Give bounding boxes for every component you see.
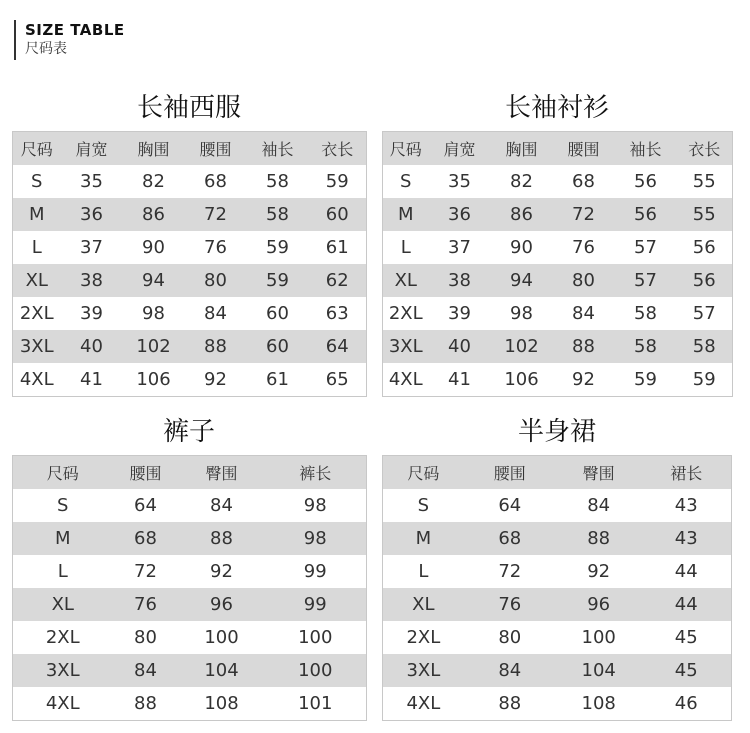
column-header: 尺码	[383, 132, 429, 166]
size-label-cell: S	[13, 165, 61, 198]
measurement-cell: 64	[113, 489, 179, 522]
size-label-cell: 2XL	[383, 621, 464, 654]
column-header: 衣长	[677, 132, 733, 166]
measurement-cell: 37	[61, 231, 123, 264]
measurement-cell: 39	[429, 297, 491, 330]
measurement-cell: 39	[61, 297, 123, 330]
measurement-cell: 72	[113, 555, 179, 588]
measurement-cell: 76	[113, 588, 179, 621]
size-label-cell: XL	[13, 588, 113, 621]
table-row	[13, 621, 367, 654]
measurement-cell: 88	[553, 330, 615, 363]
measurement-cell: 80	[113, 621, 179, 654]
measurement-cell: 84	[464, 654, 556, 687]
measurement-cell: 100	[179, 621, 265, 654]
size-label-cell: M	[383, 198, 429, 231]
measurement-cell: 64	[309, 330, 367, 363]
measurement-cell: 76	[464, 588, 556, 621]
size-label-cell: 2XL	[383, 297, 429, 330]
measurement-cell: 106	[491, 363, 553, 397]
measurement-cell: 65	[309, 363, 367, 397]
table-title-shirt: 长袖衬衫	[504, 93, 609, 123]
measurement-cell: 72	[553, 198, 615, 231]
table-header-row	[383, 132, 733, 166]
measurement-cell: 94	[491, 264, 553, 297]
column-header: 肩宽	[61, 132, 123, 166]
table-header-row	[383, 456, 732, 490]
measurement-cell: 68	[553, 165, 615, 198]
measurement-cell: 84	[185, 297, 247, 330]
measurement-cell: 108	[556, 687, 642, 721]
measurement-cell: 101	[265, 687, 367, 721]
measurement-cell: 108	[179, 687, 265, 721]
measurement-cell: 40	[61, 330, 123, 363]
size-table-header	[14, 20, 125, 60]
measurement-cell: 94	[123, 264, 185, 297]
column-header: 袖长	[247, 132, 309, 166]
measurement-cell: 102	[123, 330, 185, 363]
measurement-cell: 44	[641, 555, 731, 588]
measurement-cell: 96	[556, 588, 642, 621]
measurement-cell: 55	[677, 165, 733, 198]
table-title-skirt: 半身裙	[517, 417, 596, 447]
measurement-cell: 88	[113, 687, 179, 721]
size-table-suit	[12, 131, 367, 397]
measurement-cell: 58	[677, 330, 733, 363]
size-label-cell: L	[383, 231, 429, 264]
size-label-cell: XL	[383, 588, 464, 621]
measurement-cell: 38	[429, 264, 491, 297]
table-row	[13, 588, 367, 621]
table-row	[13, 363, 367, 397]
size-label-cell: S	[383, 489, 464, 522]
column-header: 胸围	[123, 132, 185, 166]
measurement-cell: 60	[309, 198, 367, 231]
size-label-cell: S	[383, 165, 429, 198]
measurement-cell: 72	[185, 198, 247, 231]
table-row	[383, 654, 732, 687]
measurement-cell: 99	[265, 555, 367, 588]
measurement-cell: 98	[265, 522, 367, 555]
measurement-cell: 38	[61, 264, 123, 297]
column-header: 尺码	[13, 456, 113, 490]
measurement-cell: 106	[123, 363, 185, 397]
measurement-cell: 80	[185, 264, 247, 297]
column-header: 裙长	[641, 456, 731, 490]
measurement-cell: 58	[615, 330, 677, 363]
column-header: 腰围	[113, 456, 179, 490]
measurement-cell: 88	[556, 522, 642, 555]
measurement-cell: 98	[123, 297, 185, 330]
measurement-cell: 92	[553, 363, 615, 397]
measurement-cell: 68	[185, 165, 247, 198]
measurement-cell: 44	[641, 588, 731, 621]
measurement-cell: 84	[556, 489, 642, 522]
measurement-cell: 68	[464, 522, 556, 555]
measurement-cell: 41	[61, 363, 123, 397]
measurement-cell: 57	[615, 231, 677, 264]
size-label-cell: M	[13, 522, 113, 555]
measurement-cell: 80	[464, 621, 556, 654]
measurement-cell: 102	[491, 330, 553, 363]
measurement-cell: 55	[677, 198, 733, 231]
table-row	[383, 621, 732, 654]
measurement-cell: 43	[641, 522, 731, 555]
measurement-cell: 99	[265, 588, 367, 621]
table-row	[13, 330, 367, 363]
measurement-cell: 98	[491, 297, 553, 330]
measurement-cell: 61	[247, 363, 309, 397]
table-row	[13, 687, 367, 721]
measurement-cell: 100	[265, 621, 367, 654]
measurement-cell: 35	[429, 165, 491, 198]
measurement-cell: 80	[553, 264, 615, 297]
size-label-cell: L	[383, 555, 464, 588]
table-title-pants: 裤子	[162, 417, 215, 447]
measurement-cell: 86	[123, 198, 185, 231]
size-label-cell: 3XL	[13, 330, 61, 363]
measurement-cell: 92	[179, 555, 265, 588]
measurement-cell: 57	[615, 264, 677, 297]
column-header: 裤长	[265, 456, 367, 490]
measurement-cell: 59	[247, 264, 309, 297]
column-header: 臀围	[179, 456, 265, 490]
measurement-cell: 45	[641, 654, 731, 687]
size-label-cell: 3XL	[13, 654, 113, 687]
table-row	[13, 165, 367, 198]
measurement-cell: 36	[429, 198, 491, 231]
size-label-cell: 3XL	[383, 330, 429, 363]
size-label-cell: XL	[383, 264, 429, 297]
column-header: 腰围	[464, 456, 556, 490]
table-row	[383, 297, 733, 330]
table-row	[383, 363, 733, 397]
size-table-skirt	[382, 455, 732, 721]
table-header-row	[13, 456, 367, 490]
measurement-cell: 36	[61, 198, 123, 231]
size-table-shirt	[382, 131, 733, 397]
table-row	[383, 165, 733, 198]
measurement-cell: 57	[677, 297, 733, 330]
column-header: 尺码	[13, 132, 61, 166]
measurement-cell: 82	[123, 165, 185, 198]
size-label-cell: 4XL	[13, 687, 113, 721]
measurement-cell: 72	[464, 555, 556, 588]
size-label-cell: S	[13, 489, 113, 522]
measurement-cell: 40	[429, 330, 491, 363]
measurement-cell: 61	[309, 231, 367, 264]
measurement-cell: 41	[429, 363, 491, 397]
table-row	[13, 522, 367, 555]
header-title-cn: 尺码表	[25, 41, 67, 57]
measurement-cell: 84	[553, 297, 615, 330]
measurement-cell: 46	[641, 687, 731, 721]
measurement-cell: 104	[556, 654, 642, 687]
measurement-cell: 58	[247, 165, 309, 198]
measurement-cell: 43	[641, 489, 731, 522]
table-header-row	[13, 132, 367, 166]
measurement-cell: 59	[247, 231, 309, 264]
size-label-cell: L	[13, 231, 61, 264]
column-header: 袖长	[615, 132, 677, 166]
size-label-cell: 4XL	[13, 363, 61, 397]
measurement-cell: 63	[309, 297, 367, 330]
table-row	[13, 198, 367, 231]
measurement-cell: 84	[179, 489, 265, 522]
measurement-cell: 76	[185, 231, 247, 264]
measurement-cell: 88	[185, 330, 247, 363]
measurement-cell: 60	[247, 330, 309, 363]
column-header: 肩宽	[429, 132, 491, 166]
measurement-cell: 82	[491, 165, 553, 198]
table-title-suit: 长袖西服	[136, 93, 241, 123]
size-label-cell: 3XL	[383, 654, 464, 687]
column-header: 腰围	[185, 132, 247, 166]
measurement-cell: 98	[265, 489, 367, 522]
size-table-pants	[12, 455, 367, 721]
measurement-cell: 92	[556, 555, 642, 588]
measurement-cell: 59	[677, 363, 733, 397]
table-row	[383, 231, 733, 264]
measurement-cell: 88	[464, 687, 556, 721]
header-title-en: SIZE TABLE	[25, 21, 125, 39]
table-row	[383, 489, 732, 522]
table-row	[383, 687, 732, 721]
table-row	[383, 522, 732, 555]
table-row	[13, 264, 367, 297]
column-header: 衣长	[309, 132, 367, 166]
size-label-cell: M	[383, 522, 464, 555]
measurement-cell: 35	[61, 165, 123, 198]
measurement-cell: 59	[615, 363, 677, 397]
measurement-cell: 88	[179, 522, 265, 555]
measurement-cell: 60	[247, 297, 309, 330]
column-header: 尺码	[383, 456, 464, 490]
size-label-cell: 4XL	[383, 363, 429, 397]
table-row	[383, 588, 732, 621]
measurement-cell: 45	[641, 621, 731, 654]
measurement-cell: 92	[185, 363, 247, 397]
measurement-cell: 96	[179, 588, 265, 621]
table-row	[383, 198, 733, 231]
measurement-cell: 56	[677, 231, 733, 264]
measurement-cell: 62	[309, 264, 367, 297]
size-label-cell: 2XL	[13, 621, 113, 654]
size-label-cell: M	[13, 198, 61, 231]
measurement-cell: 100	[556, 621, 642, 654]
column-header: 臀围	[556, 456, 642, 490]
measurement-cell: 86	[491, 198, 553, 231]
measurement-cell: 104	[179, 654, 265, 687]
table-row	[383, 264, 733, 297]
measurement-cell: 59	[309, 165, 367, 198]
measurement-cell: 90	[491, 231, 553, 264]
measurement-cell: 37	[429, 231, 491, 264]
measurement-cell: 64	[464, 489, 556, 522]
measurement-cell: 84	[113, 654, 179, 687]
size-label-cell: XL	[13, 264, 61, 297]
table-row	[13, 654, 367, 687]
measurement-cell: 76	[553, 231, 615, 264]
table-row	[13, 297, 367, 330]
table-row	[13, 231, 367, 264]
table-row	[13, 489, 367, 522]
measurement-cell: 56	[615, 198, 677, 231]
measurement-cell: 68	[113, 522, 179, 555]
table-row	[383, 555, 732, 588]
measurement-cell: 90	[123, 231, 185, 264]
column-header: 胸围	[491, 132, 553, 166]
size-label-cell: 4XL	[383, 687, 464, 721]
column-header: 腰围	[553, 132, 615, 166]
measurement-cell: 56	[615, 165, 677, 198]
table-row	[383, 330, 733, 363]
measurement-cell: 56	[677, 264, 733, 297]
measurement-cell: 58	[615, 297, 677, 330]
size-label-cell: L	[13, 555, 113, 588]
table-row	[13, 555, 367, 588]
size-label-cell: 2XL	[13, 297, 61, 330]
measurement-cell: 100	[265, 654, 367, 687]
measurement-cell: 58	[247, 198, 309, 231]
